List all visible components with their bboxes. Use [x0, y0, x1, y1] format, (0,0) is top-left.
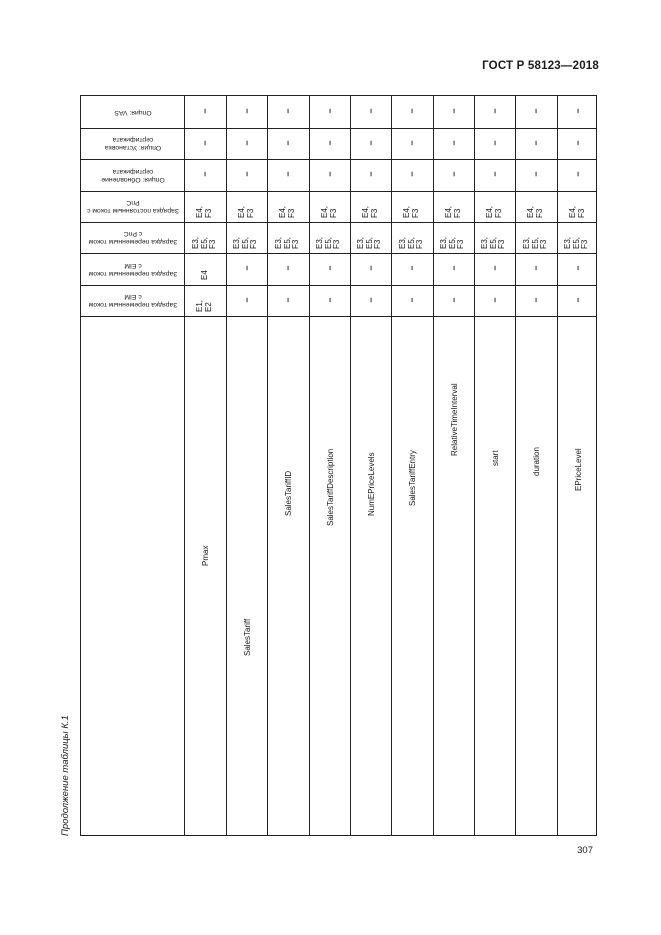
- table-cell-value: –: [199, 139, 210, 146]
- table-cell-value: –: [282, 265, 293, 271]
- table-header-cell: Зарядка переменным током с EIM: [88, 293, 178, 309]
- document-standard-header: ГОСТ Р 58123—2018: [482, 60, 599, 72]
- table-cell-value: –: [530, 171, 541, 177]
- table-row-divider: [81, 253, 596, 254]
- table-cell-value: –: [324, 265, 335, 271]
- parameter-label: Pmax: [201, 545, 210, 566]
- table-cell-value: –: [365, 171, 376, 177]
- table-cell-value: –: [199, 171, 210, 177]
- table-header-cell: Опция: Установка сертификата: [104, 136, 162, 152]
- table-cell-value: –: [282, 139, 293, 146]
- table-cell-value: –: [530, 139, 541, 146]
- table-cell-value: –: [572, 108, 583, 114]
- table-cell-value: –: [282, 296, 293, 303]
- table-cell-value: E3, E5, F3: [480, 236, 506, 249]
- table-cell-value: E3, E5, F3: [190, 236, 217, 249]
- table-row-divider: [81, 222, 596, 223]
- table-cell-value: –: [572, 139, 583, 146]
- table-cell-value: –: [365, 108, 376, 114]
- table-cell-value: E3, E5, F3: [356, 236, 382, 249]
- table-cell-value: –: [448, 296, 459, 303]
- table-cell-value: E4, F3: [319, 205, 337, 218]
- table-cell-value: E4: [199, 270, 209, 280]
- table-cell-value: –: [365, 139, 376, 146]
- table-header-cell: Зарядка переменным током с EIM: [88, 262, 178, 277]
- table-cell-value: –: [530, 108, 541, 114]
- table-cell-value: –: [572, 171, 583, 177]
- table-column-divider: [433, 96, 434, 835]
- parameter-label: SalesTariffEntry: [408, 450, 417, 506]
- table-column-divider: [515, 96, 516, 835]
- table-cell-value: E4, F3: [360, 205, 378, 218]
- table-cell-value: –: [282, 171, 293, 177]
- table-cell-value: –: [489, 265, 500, 271]
- parameter-label: RelativeTimeInterval: [449, 383, 459, 456]
- table-cell-value: E4, F3: [278, 205, 296, 218]
- table-cell-value: E3, E5, F3: [273, 236, 300, 249]
- table-cell-value: –: [241, 171, 252, 177]
- table-column-divider: [226, 96, 227, 835]
- table-cell-value: –: [448, 265, 459, 271]
- table-cell-value: –: [324, 108, 335, 114]
- table-header-cell: Опция: Обновление сертификата: [101, 168, 165, 183]
- table-row-divider: [81, 285, 596, 286]
- table-column-divider: [184, 96, 185, 835]
- page-number: 307: [577, 845, 593, 856]
- table-cell-value: –: [241, 265, 252, 271]
- table-cell-value: –: [406, 265, 417, 271]
- table-cell-value: –: [489, 171, 500, 177]
- parameter-label: NumEPriceLevels: [366, 452, 376, 516]
- table-cell-value: –: [448, 108, 459, 114]
- table-cell-value: –: [572, 296, 583, 303]
- table-cell-value: –: [572, 265, 583, 271]
- table-column-divider: [391, 96, 392, 835]
- table-cell-value: –: [365, 296, 376, 303]
- spec-table: [80, 95, 597, 836]
- table-cell-value: –: [406, 108, 417, 114]
- table-row-divider: [81, 128, 596, 129]
- table-column-divider: [309, 96, 310, 835]
- table-cell-value: –: [489, 139, 500, 146]
- table-cell-value: E3, E5, F3: [563, 236, 589, 249]
- table-row-divider: [81, 316, 596, 317]
- table-cell-value: –: [282, 108, 293, 114]
- table-cell-value: –: [324, 171, 335, 177]
- table-header-cell: Зарядка постоянным током с PnC: [87, 199, 179, 215]
- table-header-cell: Зарядка переменным током с PnC: [88, 230, 178, 246]
- table-cell-value: –: [365, 265, 376, 271]
- table-cell-value: –: [199, 108, 210, 114]
- table-cell-value: E3, E5, F3: [232, 236, 258, 249]
- table-cell-value: –: [324, 296, 335, 303]
- table-cell-value: –: [406, 296, 417, 303]
- table-cell-value: –: [406, 139, 417, 146]
- parameter-label: EPriceLevel: [573, 448, 583, 491]
- table-header-cell: Опция: VAS: [114, 109, 152, 116]
- table-cell-value: –: [241, 296, 252, 303]
- table-cell-value: –: [324, 139, 335, 146]
- table-cell-value: E4, F3: [195, 205, 213, 218]
- table-column-divider: [557, 96, 558, 835]
- table-cell-value: –: [241, 108, 252, 114]
- parameter-label: SalesTariff: [242, 618, 252, 656]
- parameter-label: start: [490, 450, 500, 466]
- table-column-divider: [267, 96, 268, 835]
- table-cell-value: –: [241, 139, 252, 146]
- parameter-label: SalesTariffID: [284, 470, 293, 516]
- parameter-label: duration: [532, 447, 541, 476]
- table-cell-value: –: [489, 108, 500, 114]
- table-cell-value: E3, E5, F3: [521, 236, 548, 249]
- table-cell-value: –: [489, 296, 500, 303]
- table-cell-value: E1, E2: [195, 299, 213, 312]
- table-cell-value: –: [448, 139, 459, 146]
- table-row-divider: [81, 191, 596, 192]
- table-cell-value: E4, F3: [236, 205, 254, 218]
- table-column-divider: [350, 96, 351, 835]
- table-cell-value: E4, F3: [443, 205, 461, 218]
- parameter-label: SalesTariffDescription: [325, 448, 335, 526]
- table-cell-value: E4, F3: [402, 205, 420, 218]
- table-cell-value: E3, E5, F3: [439, 236, 465, 249]
- table-cell-value: –: [530, 296, 541, 303]
- table-cell-value: E4, F3: [526, 205, 544, 218]
- table-column-divider: [474, 96, 475, 835]
- table-continuation-caption: Продолжение таблицы К.1: [60, 715, 71, 836]
- table-cell-value: E3, E5, F3: [315, 236, 341, 249]
- table-cell-value: –: [406, 171, 417, 177]
- table-cell-value: –: [448, 171, 459, 177]
- table-cell-value: E4, F3: [567, 205, 585, 218]
- table-row-divider: [81, 159, 596, 160]
- table-cell-value: E3, E5, F3: [397, 236, 424, 249]
- table-cell-value: E4, F3: [484, 205, 502, 218]
- table-cell-value: –: [530, 265, 541, 271]
